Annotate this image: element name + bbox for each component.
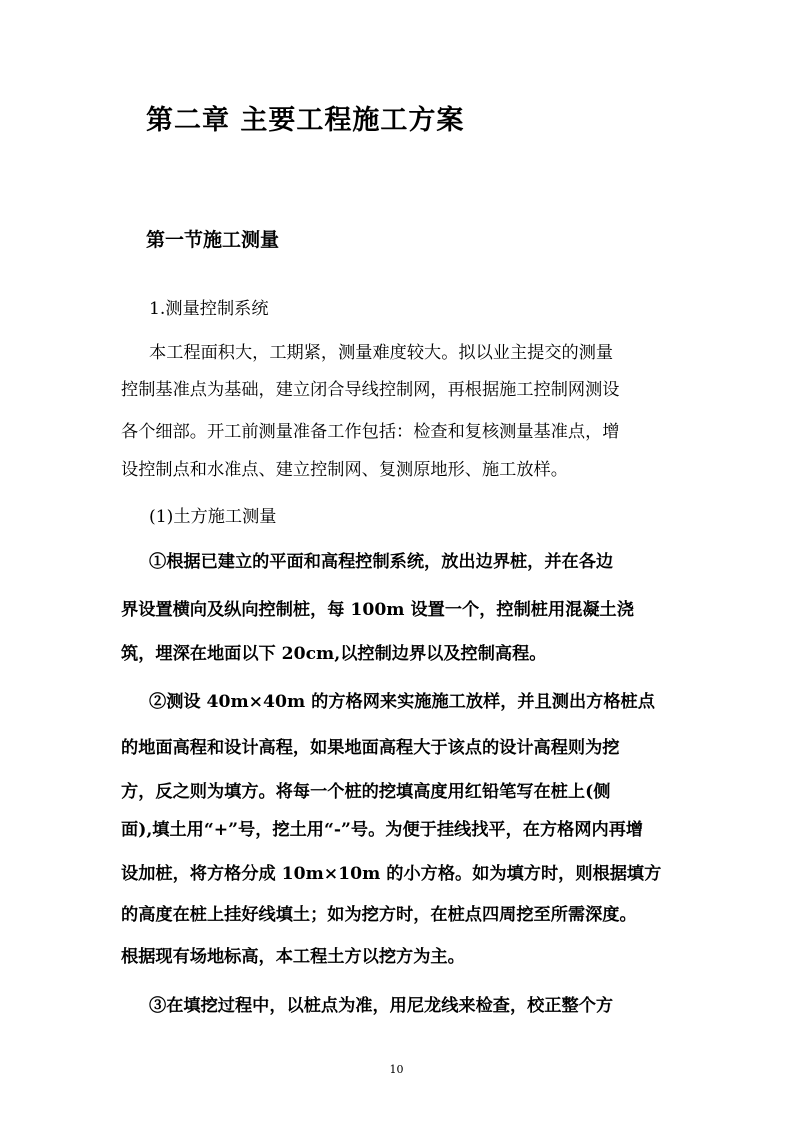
- paragraph-line: 设加桩，将方格分成 10m×10m 的小方格。如为填方时，则根据填方: [121, 864, 662, 884]
- paragraph-line: 的高度在桩上挂好线填土；如为挖方时，在桩点四周挖至所需深度。: [121, 905, 637, 925]
- paragraph-line: 本工程面积大，工期紧，测量难度较大。拟以业主提交的测量: [149, 343, 614, 363]
- paragraph-line: ②测设 40m×40m 的方格网来实施施工放样，并且测出方格桩点: [149, 692, 655, 712]
- paragraph-line: ①根据已建立的平面和高程控制系统，放出边界桩，并在各边: [149, 552, 614, 572]
- chapter-title: 第二章 主要工程施工方案: [146, 105, 465, 136]
- page-number: 10: [389, 1063, 404, 1076]
- subsection-heading: (1)土方施工测量: [149, 507, 277, 527]
- paragraph-line: 界设置横向及纵向控制桩，每 100m 设置一个，控制桩用混凝土浇: [121, 600, 634, 620]
- paragraph-line: 根据现有场地标高，本工程土方以挖方为主。: [121, 947, 465, 967]
- paragraph-line: 控制基准点为基础，建立闭合导线控制网，再根据施工控制网测设: [121, 380, 620, 400]
- paragraph-line: 方，反之则为填方。将每一个桩的挖填高度用红铅笔写在桩上(侧: [121, 782, 611, 802]
- paragraph-line: ③在填挖过程中，以桩点为准，用尼龙线来检查，校正整个方: [149, 996, 614, 1016]
- section-title: 第一节施工测量: [146, 229, 280, 251]
- subsection-heading: 1.测量控制系统: [149, 299, 269, 319]
- paragraph-line: 设控制点和水准点、建立控制网、复测原地形、施工放样。: [121, 460, 568, 480]
- paragraph-line: 筑，埋深在地面以下 20cm,以控制边界以及控制高程。: [121, 644, 547, 664]
- paragraph-line: 面),填土用“+”号，挖土用“-”号。为便于挂线找平，在方格网内再增: [121, 820, 644, 840]
- paragraph-line: 的地面高程和设计高程，如果地面高程大于该点的设计高程则为挖: [121, 738, 620, 758]
- paragraph-line: 各个细部。开工前测量准备工作包括：检查和复核测量基准点，增: [121, 422, 620, 442]
